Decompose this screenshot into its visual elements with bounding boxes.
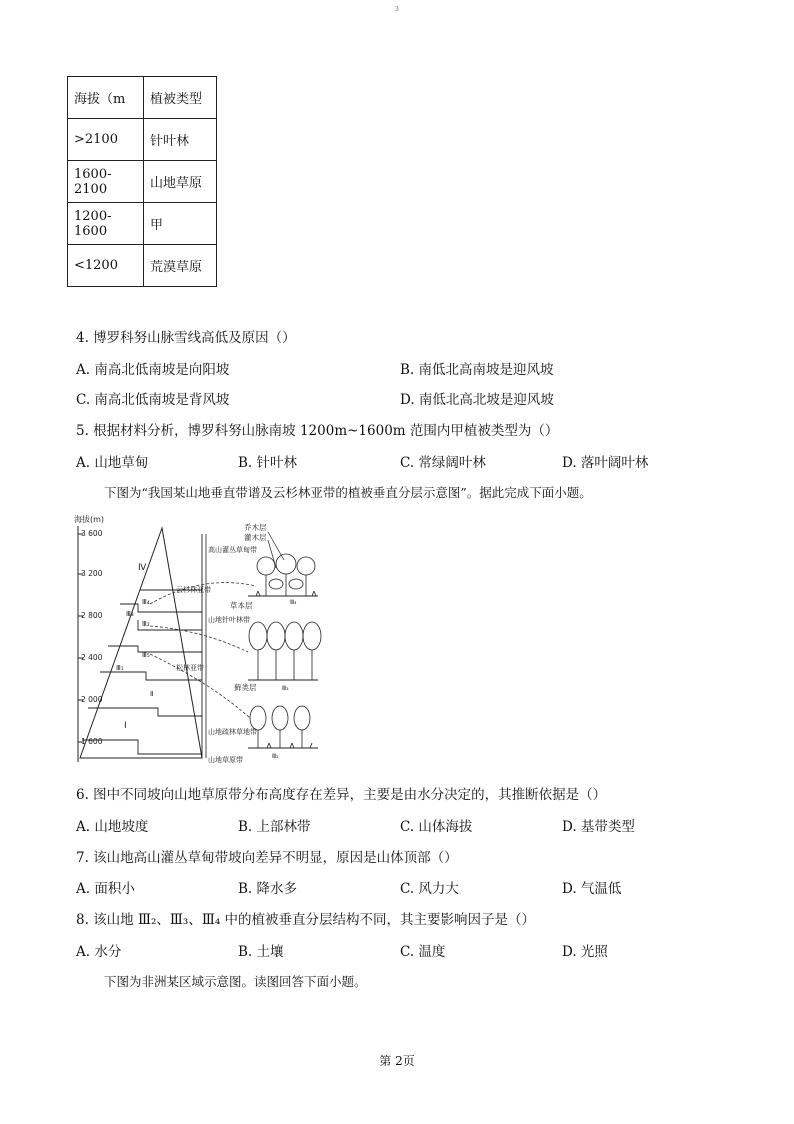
q8-option-a[interactable]: A. 水分	[76, 944, 122, 960]
table-header-row	[68, 77, 217, 119]
panel-label: Ⅲ₂	[272, 753, 279, 760]
tree-crown	[257, 557, 275, 575]
q7-option-b[interactable]: B. 降水多	[238, 881, 298, 897]
altitude-vegetation-table	[67, 76, 217, 287]
tree-crown	[272, 706, 288, 730]
tree-crown	[267, 622, 285, 650]
q7-option-c[interactable]: C. 风力大	[400, 881, 459, 897]
tick-label: 2 400	[81, 653, 103, 662]
q5-option-c[interactable]: C. 常绿阔叶林	[400, 455, 486, 471]
shrub	[269, 579, 283, 589]
zone-label: Ⅱ	[150, 690, 154, 698]
belt-label: 山地针叶林带	[208, 616, 250, 624]
tree-panel-iii3	[248, 622, 321, 692]
figure-axis-title: 海拔(m)	[74, 515, 105, 524]
q5-option-a[interactable]: A. 山地草甸	[76, 455, 149, 471]
q5-option-b[interactable]: B. 针叶林	[238, 455, 298, 471]
tree-crown	[297, 557, 315, 575]
q5-option-d[interactable]: D. 落叶阔叶林	[562, 455, 649, 471]
zone-label: Ⅲ₁	[116, 664, 124, 672]
belt-label: 松林亚带	[176, 664, 204, 672]
tree-panel-iii2	[248, 706, 318, 760]
table-header-cell: 海拔（m	[68, 77, 144, 119]
question-7-stem: 7. 该山地高山灌丛草甸带坡向差异不明显，原因是山体顶部（）	[76, 850, 458, 866]
tree-crown	[249, 622, 267, 650]
zone-label: Ⅳ	[138, 563, 147, 573]
q4-option-a[interactable]: A. 南高北低南坡是向阳坡	[76, 362, 230, 378]
label-leader	[268, 532, 284, 560]
layer-label: 灌木层	[244, 533, 267, 542]
table-cell: >2100	[68, 119, 144, 161]
boundary-line	[88, 708, 202, 716]
zone-label: Ⅲ₃	[126, 610, 134, 618]
table-header-cell: 植被类型	[144, 77, 217, 119]
table-cell: 山地草原	[144, 161, 217, 203]
q6-option-d[interactable]: D. 基带类型	[562, 819, 635, 835]
zone-label: Ⅰ	[124, 721, 127, 731]
q8-option-c[interactable]: C. 温度	[400, 944, 446, 960]
layer-label: 乔木层	[244, 523, 267, 532]
intro-figure-2: 下图为非洲某区域示意图。读图回答下面小题。	[104, 974, 367, 989]
zone-label: Ⅲ₄	[142, 598, 150, 606]
tick-label: 3 200	[81, 569, 103, 578]
page-header-mark: 3	[395, 6, 399, 13]
table-cell: 1200-1600	[68, 203, 144, 245]
table-row	[68, 119, 217, 161]
layer-label: 藓类层	[234, 683, 257, 692]
q8-option-d[interactable]: D. 光照	[562, 944, 608, 960]
zone-label: Ⅲ₂	[142, 620, 150, 628]
intro-figure-1: 下图为“我国某山地垂直带谱及云杉林亚带的植被垂直分层示意图”。据此完成下面小题。	[104, 485, 592, 500]
layer-label: 草本层	[230, 601, 253, 610]
q4-option-d[interactable]: D. 南低北高北坡是迎风坡	[400, 392, 554, 408]
q4-option-c[interactable]: C. 南高北低南坡是背风坡	[76, 392, 230, 408]
panel-label: Ⅲ₄	[290, 599, 297, 606]
grass	[267, 743, 312, 748]
tick-label: 2 800	[81, 611, 103, 620]
question-5-stem: 5. 根据材料分析，博罗科努山脉南坡 1200m~1600m 范围内甲植被类型为（）	[76, 423, 559, 439]
belt-label: 高山灌丛草甸带	[208, 546, 257, 554]
boundary-line	[108, 646, 202, 652]
tree-crown	[303, 622, 321, 650]
question-4-stem: 4. 博罗科努山脉雪线高低及原因（）	[76, 330, 296, 346]
question-6-stem: 6. 图中不同坡向山地草原带分布高度存在差异，主要是由水分决定的，其推断依据是（）	[76, 787, 607, 803]
panel-label: Ⅲ₃	[282, 685, 289, 692]
table-cell: 甲	[144, 203, 217, 245]
belt-label: 山地疏林草地带	[208, 728, 257, 736]
zone-label: Ⅲ₅	[142, 651, 150, 659]
table-cell: 荒漠草原	[144, 245, 217, 287]
shrub	[289, 579, 303, 589]
tick-label: 3 600	[81, 529, 103, 538]
tree-crown	[276, 554, 296, 574]
table-row	[68, 161, 217, 203]
q6-option-c[interactable]: C. 山体海拔	[400, 819, 473, 835]
tree-panel-iii4	[248, 554, 318, 606]
table-row	[68, 245, 217, 287]
table-row	[68, 203, 217, 245]
table-cell: 针叶林	[144, 119, 217, 161]
vertical-zonation-figure	[72, 512, 332, 768]
q6-option-b[interactable]: B. 上部林带	[238, 819, 311, 835]
q4-option-b[interactable]: B. 南低北高南坡是迎风坡	[400, 362, 554, 378]
belt-label: 山地草原带	[208, 756, 243, 764]
question-8-stem: 8. 该山地 Ⅲ₂、Ⅲ₃、Ⅲ₄ 中的植被垂直分层结构不同，其主要影响因子是（）	[76, 912, 536, 928]
tick-label: 1 600	[81, 737, 103, 746]
tick-label: 2 000	[81, 695, 103, 704]
q7-option-a[interactable]: A. 面积小	[76, 881, 135, 897]
page-footer: 第 2页	[379, 1054, 415, 1068]
tree-crown	[250, 706, 266, 730]
table-cell: 1600-2100	[68, 161, 144, 203]
tree-crown	[294, 706, 310, 730]
q8-option-b[interactable]: B. 土壤	[238, 944, 284, 960]
belt-label: 云杉林亚带	[176, 586, 211, 594]
q7-option-d[interactable]: D. 气温低	[562, 881, 622, 897]
tree-crown	[285, 622, 303, 650]
q6-option-a[interactable]: A. 山地坡度	[76, 819, 149, 835]
figure-ticks	[78, 529, 103, 746]
table-cell: <1200	[68, 245, 144, 287]
